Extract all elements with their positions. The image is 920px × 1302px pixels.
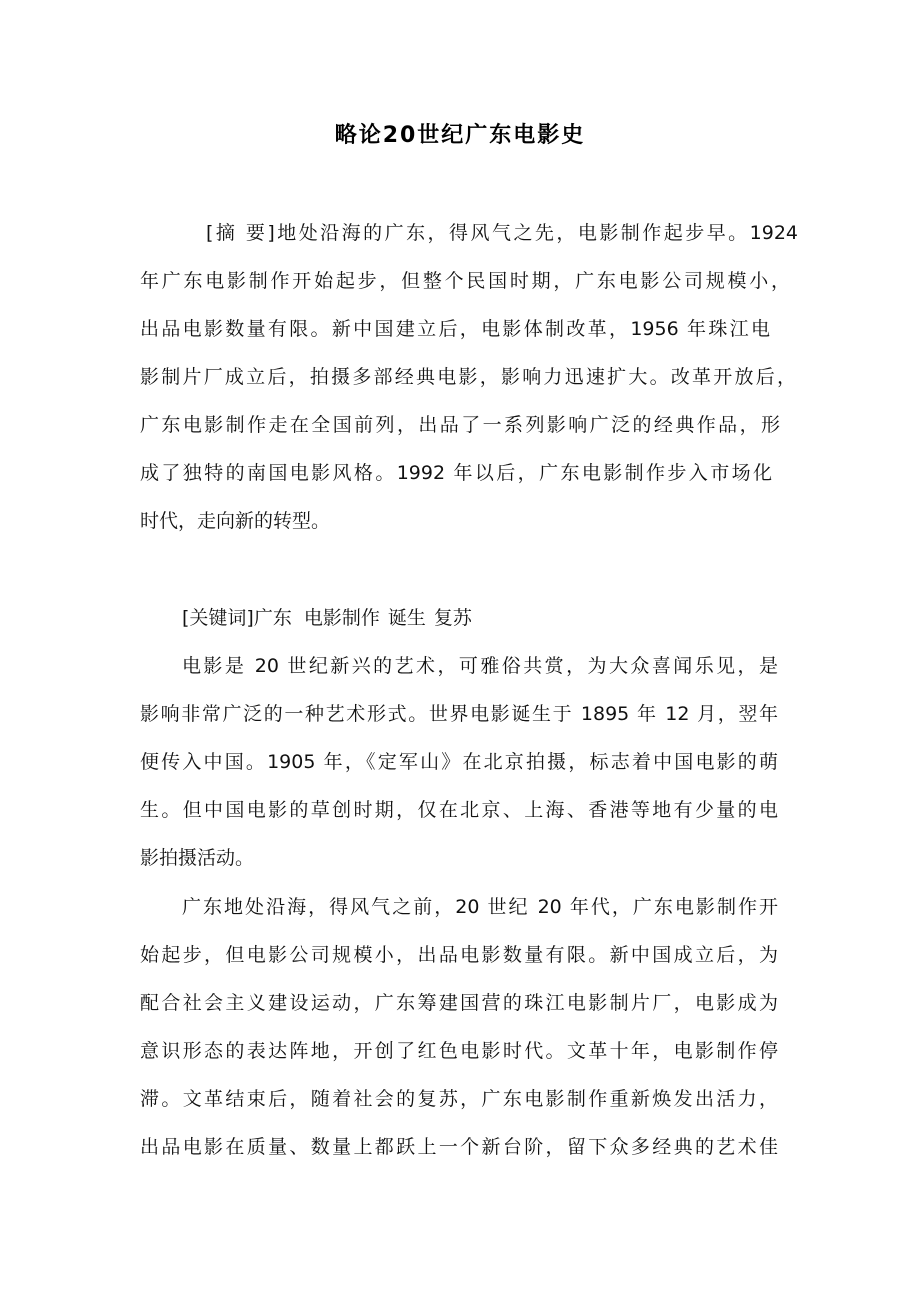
keyword-item: 复苏 [433, 607, 472, 629]
paragraph-2-line-1: 广东地处沿海，得风气之前，20 世纪 20 年代，广东电影制作开 [182, 896, 778, 918]
paragraph-2-line-2: 始起步，但电影公司规模小，出品电影数量有限。新中国成立后，为 [140, 944, 778, 966]
paragraph-1-line-5: 影拍摄活动。 [140, 847, 255, 869]
keyword-item: 诞生 [387, 607, 426, 629]
paragraph-2-line-3: 配合社会主义建设运动，广东筹建国营的珠江电影制片厂，电影成为 [140, 992, 778, 1014]
abstract-line-5: 广东电影制作走在全国前列，出品了一系列影响广泛的经典作品，形 [140, 414, 780, 436]
document-title: 略论20世纪广东电影史 [334, 123, 586, 148]
abstract-line-6: 成了独特的南国电影风格。1992 年以后，广东电影制作步入市场化 [140, 462, 772, 484]
keyword-item: 电影制作 [303, 607, 380, 629]
abstract-line-2: 年广东电影制作开始起步，但整个民国时期，广东电影公司规模小， [140, 270, 790, 292]
paragraph-1-line-3: 便传入中国。1905 年，《定军山》在北京拍摄，标志着中国电影的萌 [140, 751, 778, 773]
abstract-line-7: 时代，走向新的转型。 [140, 510, 331, 532]
abstract-line-4: 影制片厂成立后，拍摄多部经典电影，影响力迅速扩大。改革开放后， [140, 366, 796, 388]
abstract-label: [摘 要] [206, 222, 275, 244]
keywords [182, 603, 480, 633]
abstract-line-3: 出品电影数量有限。新中国建立后，电影体制改革，1956 年珠江电 [140, 318, 770, 340]
paragraph-1-line-2: 影响非常广泛的一种艺术形式。世界电影诞生于 1895 年 12 月，翌年 [140, 703, 778, 725]
paragraph-2-line-4: 意识形态的表达阵地，开创了红色电影时代。文革十年，电影制作停 [140, 1040, 778, 1062]
abstract-line-1: [摘 要]地处沿海的广东，得风气之先，电影制作起步早。1924 [206, 222, 798, 244]
keyword-item: 广东 [253, 607, 292, 629]
paragraph-2-line-5: 滞。文革结束后，随着社会的复苏，广东电影制作重新焕发出活力， [140, 1088, 778, 1110]
paragraph-1-line-4: 生。但中国电影的草创时期，仅在北京、上海、香港等地有少量的电 [140, 799, 778, 821]
paragraph-1-line-1: 电影是 20 世纪新兴的艺术，可雅俗共赏，为大众喜闻乐见，是 [182, 655, 778, 677]
paragraph-2-line-6: 出品电影在质量、数量上都跃上一个新台阶，留下众多经典的艺术佳 [140, 1136, 778, 1158]
keywords-label: [关键词] [182, 607, 254, 629]
